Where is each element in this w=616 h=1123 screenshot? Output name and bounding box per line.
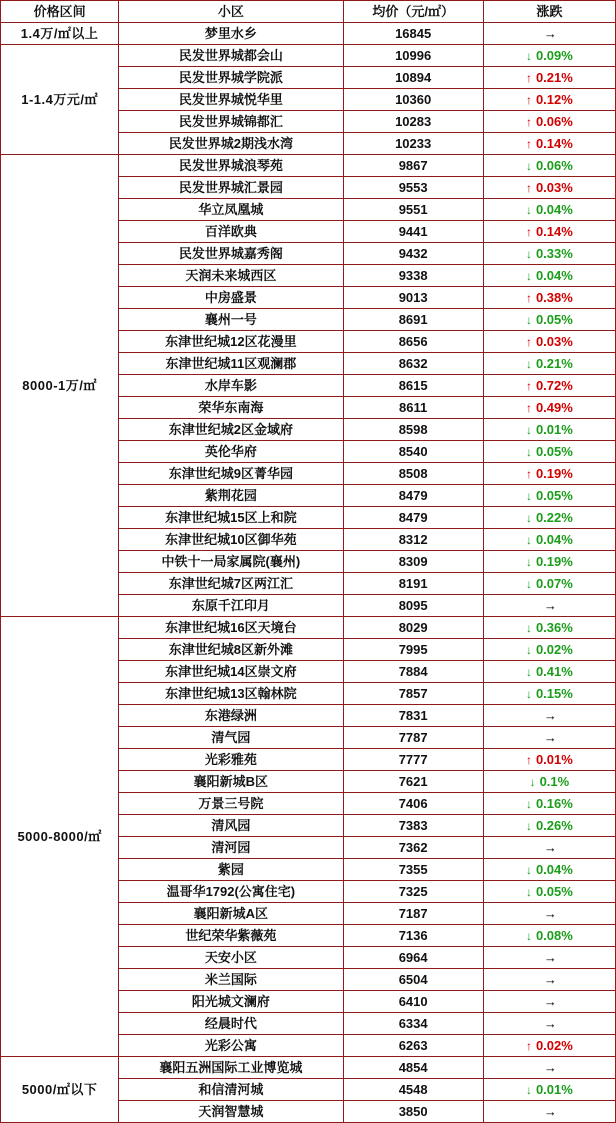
avg-price-cell: 7884 — [343, 661, 483, 683]
community-name-cell: 英伦华府 — [119, 441, 343, 463]
avg-price-cell: 7995 — [343, 639, 483, 661]
column-header-community: 小区 — [119, 1, 343, 23]
avg-price-cell: 7787 — [343, 727, 483, 749]
community-name-cell: 民发世界城悦华里 — [119, 89, 343, 111]
avg-price-cell: 6504 — [343, 969, 483, 991]
avg-price-cell: 8095 — [343, 595, 483, 617]
arrow-down-icon: ↓ — [525, 664, 532, 679]
avg-price-cell: 10996 — [343, 45, 483, 67]
community-name-cell: 东津世纪城14区崇文府 — [119, 661, 343, 683]
avg-price-cell: 9441 — [343, 221, 483, 243]
change-value: 0.01% — [535, 752, 573, 767]
community-name-cell: 民发世界城嘉秀阁 — [119, 243, 343, 265]
arrow-flat-icon: → — [543, 1104, 555, 1119]
community-name-cell: 清风园 — [119, 815, 343, 837]
avg-price-cell: 8508 — [343, 463, 483, 485]
change-value: 0.01% — [535, 422, 573, 437]
community-name-cell: 东津世纪城8区新外滩 — [119, 639, 343, 661]
arrow-flat-icon: → — [543, 906, 555, 921]
change-value: 0.21% — [535, 70, 573, 85]
change-cell — [483, 925, 615, 947]
avg-price-cell: 8029 — [343, 617, 483, 639]
change-cell — [483, 441, 615, 463]
change-cell — [483, 793, 615, 815]
change-value: 0.15% — [535, 686, 573, 701]
avg-price-cell: 8615 — [343, 375, 483, 397]
arrow-down-icon: ↓ — [525, 642, 532, 657]
community-name-cell: 紫园 — [119, 859, 343, 881]
avg-price-cell: 6263 — [343, 1035, 483, 1057]
avg-price-cell: 6410 — [343, 991, 483, 1013]
arrow-up-icon: ↑ — [525, 180, 532, 195]
arrow-flat-icon: → — [543, 598, 555, 613]
change-value: 0.02% — [535, 1038, 573, 1053]
avg-price-cell: 7136 — [343, 925, 483, 947]
column-header-avg-price: 均价（元/㎡） — [343, 1, 483, 23]
change-cell — [483, 947, 615, 969]
arrow-down-icon: ↓ — [525, 620, 532, 635]
arrow-up-icon: ↑ — [525, 400, 532, 415]
arrow-down-icon: ↓ — [525, 246, 532, 261]
avg-price-cell: 7621 — [343, 771, 483, 793]
change-cell — [483, 727, 615, 749]
community-name-cell: 米兰国际 — [119, 969, 343, 991]
change-value: 0.19% — [535, 554, 573, 569]
arrow-down-icon: ↓ — [525, 488, 532, 503]
avg-price-cell: 7187 — [343, 903, 483, 925]
avg-price-cell: 9432 — [343, 243, 483, 265]
community-name-cell: 襄阳新城A区 — [119, 903, 343, 925]
change-value: 0.33% — [535, 246, 573, 261]
change-value: 0.05% — [535, 312, 573, 327]
change-cell — [483, 67, 615, 89]
avg-price-cell: 9867 — [343, 155, 483, 177]
arrow-flat-icon: → — [543, 840, 555, 855]
community-name-cell: 东津世纪城7区两江汇 — [119, 573, 343, 595]
change-value: 0.14% — [535, 136, 573, 151]
change-value: 0.16% — [535, 796, 573, 811]
community-name-cell: 荣华东南海 — [119, 397, 343, 419]
arrow-down-icon: ↓ — [525, 268, 532, 283]
community-name-cell: 和信清河城 — [119, 1079, 343, 1101]
avg-price-cell: 8479 — [343, 507, 483, 529]
change-cell — [483, 485, 615, 507]
change-cell — [483, 199, 615, 221]
arrow-down-icon: ↓ — [525, 686, 532, 701]
change-cell — [483, 111, 615, 133]
change-value: 0.07% — [535, 576, 573, 591]
arrow-up-icon: ↑ — [525, 466, 532, 481]
change-cell — [483, 397, 615, 419]
change-cell — [483, 155, 615, 177]
change-value: 0.72% — [535, 378, 573, 393]
change-value: 0.05% — [535, 884, 573, 899]
arrow-down-icon: ↓ — [525, 422, 532, 437]
table-body — [1, 23, 616, 1123]
arrow-up-icon: ↑ — [525, 378, 532, 393]
community-name-cell: 阳光城文澜府 — [119, 991, 343, 1013]
change-value: 0.05% — [535, 488, 573, 503]
arrow-flat-icon: → — [543, 1060, 555, 1075]
price-range-cell: 1.4万/㎡以上 — [1, 23, 119, 45]
avg-price-cell: 7355 — [343, 859, 483, 881]
community-name-cell: 东津世纪城2区金域府 — [119, 419, 343, 441]
community-name-cell: 襄州一号 — [119, 309, 343, 331]
avg-price-cell: 8312 — [343, 529, 483, 551]
community-name-cell: 民发世界城锦都汇 — [119, 111, 343, 133]
arrow-down-icon: ↓ — [525, 818, 532, 833]
change-cell — [483, 353, 615, 375]
avg-price-cell: 10894 — [343, 67, 483, 89]
community-name-cell: 民发世界城汇景园 — [119, 177, 343, 199]
change-value: 0.04% — [535, 202, 573, 217]
change-cell — [483, 815, 615, 837]
arrow-down-icon: ↓ — [529, 774, 536, 789]
arrow-down-icon: ↓ — [525, 1082, 532, 1097]
change-value: 0.38% — [535, 290, 573, 305]
avg-price-cell: 8691 — [343, 309, 483, 331]
community-name-cell: 东港绿洲 — [119, 705, 343, 727]
arrow-down-icon: ↓ — [525, 532, 532, 547]
avg-price-cell: 8598 — [343, 419, 483, 441]
avg-price-cell: 7325 — [343, 881, 483, 903]
avg-price-cell: 6964 — [343, 947, 483, 969]
change-cell — [483, 969, 615, 991]
change-cell — [483, 573, 615, 595]
change-value: 0.12% — [535, 92, 573, 107]
change-value: 0.26% — [535, 818, 573, 833]
avg-price-cell: 7406 — [343, 793, 483, 815]
community-name-cell: 百洋欧典 — [119, 221, 343, 243]
community-name-cell: 东津世纪城13区翰林院 — [119, 683, 343, 705]
change-value: 0.36% — [535, 620, 573, 635]
community-name-cell: 中房盛景 — [119, 287, 343, 309]
community-name-cell: 中铁十一局家属院(襄州) — [119, 551, 343, 573]
change-value: 0.1% — [539, 774, 570, 789]
avg-price-cell: 8632 — [343, 353, 483, 375]
avg-price-cell: 8540 — [343, 441, 483, 463]
avg-price-cell: 4854 — [343, 1057, 483, 1079]
change-cell — [483, 507, 615, 529]
avg-price-cell: 8656 — [343, 331, 483, 353]
change-cell — [483, 419, 615, 441]
community-name-cell: 民发世界城浪琴苑 — [119, 155, 343, 177]
change-value: 0.08% — [535, 928, 573, 943]
change-value: 0.06% — [535, 158, 573, 173]
change-cell — [483, 749, 615, 771]
table-row — [1, 617, 616, 639]
avg-price-cell: 7362 — [343, 837, 483, 859]
change-cell — [483, 133, 615, 155]
column-header-price-range: 价格区间 — [1, 1, 119, 23]
change-cell — [483, 1035, 615, 1057]
price-range-cell: 5000/㎡以下 — [1, 1057, 119, 1123]
change-value: 0.02% — [535, 642, 573, 657]
change-cell — [483, 771, 615, 793]
table-row — [1, 23, 616, 45]
arrow-up-icon: ↑ — [525, 752, 532, 767]
avg-price-cell: 9338 — [343, 265, 483, 287]
community-name-cell: 温哥华1792(公寓住宅) — [119, 881, 343, 903]
arrow-up-icon: ↑ — [525, 334, 532, 349]
change-value: 0.04% — [535, 862, 573, 877]
change-cell — [483, 639, 615, 661]
arrow-flat-icon: → — [543, 950, 555, 965]
community-name-cell: 天安小区 — [119, 947, 343, 969]
avg-price-cell: 10360 — [343, 89, 483, 111]
avg-price-cell: 7777 — [343, 749, 483, 771]
change-cell — [483, 991, 615, 1013]
community-name-cell: 东原千江印月 — [119, 595, 343, 617]
change-cell — [483, 287, 615, 309]
community-name-cell: 天润未来城西区 — [119, 265, 343, 287]
arrow-down-icon: ↓ — [525, 312, 532, 327]
change-cell — [483, 683, 615, 705]
avg-price-cell: 10283 — [343, 111, 483, 133]
community-name-cell: 紫荆花园 — [119, 485, 343, 507]
arrow-down-icon: ↓ — [525, 158, 532, 173]
change-cell — [483, 177, 615, 199]
community-name-cell: 民发世界城学院派 — [119, 67, 343, 89]
change-cell — [483, 1057, 615, 1079]
change-cell — [483, 859, 615, 881]
change-value: 0.04% — [535, 532, 573, 547]
community-name-cell: 东津世纪城15区上和院 — [119, 507, 343, 529]
arrow-down-icon: ↓ — [525, 444, 532, 459]
arrow-down-icon: ↓ — [525, 554, 532, 569]
avg-price-cell: 8309 — [343, 551, 483, 573]
change-cell — [483, 881, 615, 903]
avg-price-cell: 8479 — [343, 485, 483, 507]
change-value: 0.19% — [535, 466, 573, 481]
community-name-cell: 华立凤凰城 — [119, 199, 343, 221]
change-cell — [483, 837, 615, 859]
community-name-cell: 天润智慧城 — [119, 1101, 343, 1123]
change-value: 0.21% — [535, 356, 573, 371]
community-name-cell: 襄阳五洲国际工业博览城 — [119, 1057, 343, 1079]
community-name-cell: 经晨时代 — [119, 1013, 343, 1035]
arrow-down-icon: ↓ — [525, 884, 532, 899]
change-cell — [483, 705, 615, 727]
change-value: 0.22% — [535, 510, 573, 525]
change-cell — [483, 463, 615, 485]
change-value: 0.14% — [535, 224, 573, 239]
community-name-cell: 民发世界城2期浅水湾 — [119, 133, 343, 155]
arrow-up-icon: ↑ — [525, 114, 532, 129]
community-name-cell: 清气园 — [119, 727, 343, 749]
arrow-down-icon: ↓ — [525, 510, 532, 525]
community-name-cell: 光彩雅苑 — [119, 749, 343, 771]
table-row — [1, 1057, 616, 1079]
change-cell — [483, 243, 615, 265]
change-cell — [483, 1013, 615, 1035]
price-range-cell: 1-1.4万元/㎡ — [1, 45, 119, 155]
community-name-cell: 清河园 — [119, 837, 343, 859]
change-value: 0.03% — [535, 180, 573, 195]
arrow-flat-icon: → — [543, 26, 555, 41]
community-name-cell: 东津世纪城11区观澜郡 — [119, 353, 343, 375]
change-value: 0.41% — [535, 664, 573, 679]
community-name-cell: 东津世纪城9区菁华园 — [119, 463, 343, 485]
arrow-flat-icon: → — [543, 972, 555, 987]
avg-price-cell: 9551 — [343, 199, 483, 221]
avg-price-cell: 7857 — [343, 683, 483, 705]
arrow-down-icon: ↓ — [525, 862, 532, 877]
change-cell — [483, 309, 615, 331]
arrow-up-icon: ↑ — [525, 92, 532, 107]
price-range-cell: 5000-8000/㎡ — [1, 617, 119, 1057]
change-cell — [483, 1079, 615, 1101]
avg-price-cell: 9553 — [343, 177, 483, 199]
community-name-cell: 东津世纪城16区天境台 — [119, 617, 343, 639]
table-row — [1, 45, 616, 67]
community-name-cell: 民发世界城都会山 — [119, 45, 343, 67]
avg-price-cell: 7383 — [343, 815, 483, 837]
community-name-cell: 东津世纪城10区御华苑 — [119, 529, 343, 551]
arrow-flat-icon: → — [543, 708, 555, 723]
change-cell — [483, 1101, 615, 1123]
avg-price-cell: 7831 — [343, 705, 483, 727]
change-value: 0.49% — [535, 400, 573, 415]
change-cell — [483, 45, 615, 67]
change-value: 0.05% — [535, 444, 573, 459]
change-cell — [483, 89, 615, 111]
change-value: 0.06% — [535, 114, 573, 129]
price-range-cell: 8000-1万/㎡ — [1, 155, 119, 617]
arrow-flat-icon: → — [543, 994, 555, 1009]
change-cell — [483, 23, 615, 45]
change-cell — [483, 375, 615, 397]
community-name-cell: 梦里水乡 — [119, 23, 343, 45]
community-name-cell: 万景三号院 — [119, 793, 343, 815]
arrow-down-icon: ↓ — [525, 202, 532, 217]
change-cell — [483, 221, 615, 243]
arrow-flat-icon: → — [543, 730, 555, 745]
change-cell — [483, 529, 615, 551]
avg-price-cell: 9013 — [343, 287, 483, 309]
avg-price-cell: 8191 — [343, 573, 483, 595]
change-cell — [483, 551, 615, 573]
change-cell — [483, 265, 615, 287]
change-cell — [483, 595, 615, 617]
community-name-cell: 东津世纪城12区花漫里 — [119, 331, 343, 353]
community-name-cell: 光彩公寓 — [119, 1035, 343, 1057]
change-cell — [483, 617, 615, 639]
avg-price-cell: 16845 — [343, 23, 483, 45]
change-cell — [483, 331, 615, 353]
arrow-up-icon: ↑ — [525, 70, 532, 85]
avg-price-cell: 3850 — [343, 1101, 483, 1123]
arrow-down-icon: ↓ — [525, 796, 532, 811]
change-value: 0.09% — [535, 48, 573, 63]
change-value: 0.04% — [535, 268, 573, 283]
community-name-cell: 襄阳新城B区 — [119, 771, 343, 793]
arrow-down-icon: ↓ — [525, 48, 532, 63]
change-cell — [483, 661, 615, 683]
change-value: 0.03% — [535, 334, 573, 349]
arrow-down-icon: ↓ — [525, 928, 532, 943]
community-name-cell: 水岸车影 — [119, 375, 343, 397]
change-value: 0.01% — [535, 1082, 573, 1097]
change-cell — [483, 903, 615, 925]
community-name-cell: 世纪荣华紫薇苑 — [119, 925, 343, 947]
arrow-up-icon: ↑ — [525, 136, 532, 151]
avg-price-cell: 6334 — [343, 1013, 483, 1035]
avg-price-cell: 4548 — [343, 1079, 483, 1101]
arrow-up-icon: ↑ — [525, 224, 532, 239]
avg-price-cell: 8611 — [343, 397, 483, 419]
arrow-up-icon: ↑ — [525, 290, 532, 305]
table-row — [1, 155, 616, 177]
arrow-down-icon: ↓ — [525, 576, 532, 591]
arrow-flat-icon: → — [543, 1016, 555, 1031]
table-header-row — [1, 1, 616, 23]
column-header-change: 涨跌 — [483, 1, 615, 23]
arrow-up-icon: ↑ — [525, 1038, 532, 1053]
avg-price-cell: 10233 — [343, 133, 483, 155]
arrow-down-icon: ↓ — [525, 356, 532, 371]
